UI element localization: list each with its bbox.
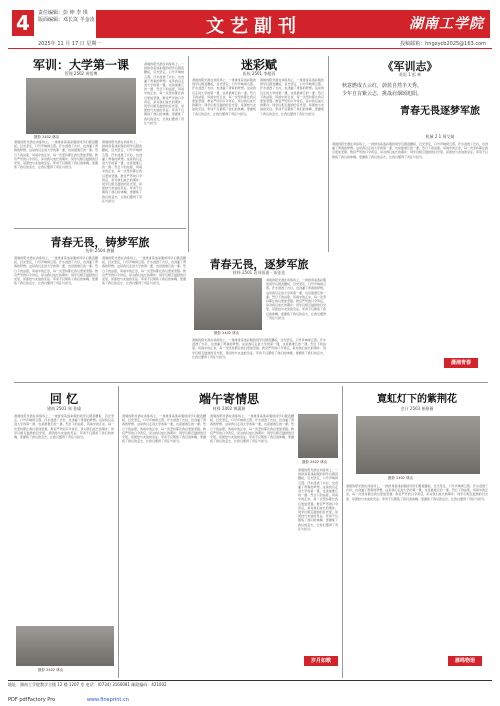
article-title: 青春无畏逐梦军旅 [400,106,480,117]
issue-date: 2025年 11 月 17 日 星期一 [38,41,102,47]
article-title: 端午寄情思 [198,392,259,406]
page-number: 4 [12,10,34,36]
article-byline: 医检 2501 李超蓉 [242,71,276,76]
pdf-watermark [8,697,129,703]
photo-caption: 摄影 2402 林洁 [38,668,64,672]
article-byline: 纺织 2504 唐薇 [85,248,115,253]
editor-line: 责任编辑：彭 坤 李 琪 [38,10,88,16]
article-byline: 材料 2402 黄潇源 [212,406,246,411]
article-byline: 材料 2501 袁诗雨嘉 · 朱佳佳 [232,270,286,275]
article-body: 清晨的阳光洒在训练场上，一排排身着迷彩服的同学们挺直腰板，目光坚定，口号声响彻云霄。汗水浸透了衣衫，也浇灌了青春的梦想。这是我们走进大学的第一课，也是最难忘的一课。烈日下的站姿，风雨中的正步，每一次坚持都让我们更加坚强。教官严厉的口令背后，是对我们成长的期许；同学们相互鼓励的目光里，是团结与友谊的见证。军训不仅锻炼了我们的体魄，更磨炼了我们的意志，让我们懂得了责任与担当。 [210,414,294,444]
article-title: 军训：大学第一课 [32,58,129,72]
article-body: 清晨的阳光洒在训练场上，一排排身着迷彩服的同学们挺直腰板，目光坚定，口号声响彻云霄。汗水浸透了衣衫，也浇灌了青春的梦想。这是我们走进大学的第一课，也是最难忘的一课。烈日下的站姿，风雨中的正步，每一次坚持都让我们更加坚强。教官严厉的口令背后，是对我们成长的期许；同学们相互鼓励的目光里，是团结与友谊的见证。军训不仅锻炼了我们的体魄，更磨炼了我们的意志，让我们懂得了责任与担当。 [266,278,326,320]
column-tag: 雁鸣物语 [448,656,482,666]
pdf-url[interactable]: www.fineprint.cn [86,697,129,703]
page-header [8,6,492,52]
masthead: 湖南工学院 [409,16,484,32]
article-body: 清晨的阳光洒在训练场上，一排排身着迷彩服的同学们挺直腰板，目光坚定，口号声响彻云霄。汗水浸透了衣衫，也浇灌了青春的梦想。这是我们走进大学的第一课，也是最难忘的一课。烈日下的站姿，风雨中的正步，每一次坚持都让我们更加坚强。教官严厉的口令背后，是对我们成长的期许；同学们相互鼓励的目光里，是团结与友谊的见证。军训不仅锻炼了我们的体魄，更磨炼了我们的意志，让我们懂得了责任与担当。 [14,414,114,440]
poem-line: 少年自有紫云志，挑战肩烟颂旭阳。 [342,91,423,97]
section-title: 文艺副刊 [206,16,302,37]
article-title: 青春无畏，逐梦军旅 [209,258,309,271]
column-tag: 潇湘青春 [444,358,478,368]
photo-dragon-boat [298,414,338,458]
article-title: 迷彩赋 [240,58,277,72]
article-body: 清晨的阳光洒在训练场上，一排排身着迷彩服的同学们挺直腰板，目光坚定，口号声响彻云霄。汗水浸透了衣衫，也浇灌了青春的梦想。这是我们走进大学的第一课，也是最难忘的一课。烈日下的站姿，风雨中的正步，每一次坚持都让我们更加坚强。教官严厉的口令背后，是对我们成长的期许；同学们相互鼓励的目光里，是团结与友谊的见证。军训不仅锻炼了我们的体魄，更磨炼了我们的意志，让我们懂得了责任与担当。 [192,338,326,359]
photo-memory [16,626,114,666]
editor-info [38,10,95,24]
photo-caption: 摄影 2402 林洁 [214,331,240,335]
article-byline: 会计 2503 崔静薇 [400,406,434,411]
page-footer: 地址：湖南工学院教学主楼 12 楼 1207 室 电话：(0734) 3160081 邮政编码：421002 [8,680,492,688]
photo-caption: 摄影 2402 林洁 [388,476,414,480]
article-byline: 管理 2502 周悟博 [64,71,98,76]
photo-parade [194,278,262,330]
article-byline: 机械 2 1 周艾萌 [425,134,455,139]
article-byline: 英语 1 彭 林 [398,72,422,77]
column-divider [342,386,343,678]
section-divider [14,228,186,229]
submission-email: 投稿邮箱：hngxycb2025@163.com [400,41,486,47]
article-byline: 建筑 2501 周 金瑜 [47,406,81,411]
article-title: 回 忆 [49,392,79,406]
article-title: 寛虹灯下的紫荆花 [377,394,457,405]
article-body: 清晨的阳光洒在训练场上，一排排身着迷彩服的同学们挺直腰板，目光坚定，口号声响彻云霄。汗水浸透了衣衫，也浇灌了青春的梦想。这是我们走进大学的第一课，也是最难忘的一课。烈日下的站姿，风雨中的正步，每一次坚持都让我们更加坚强。教官严厉的口令背后，是对我们成长的期许；同学们相互鼓励的目光里，是团结与友谊的见证。军训不仅锻炼了我们的体魄，更磨炼了我们的意志，让我们懂得了责任与担当。 [122,414,206,444]
newspaper-page [8,6,492,694]
photo-military-training [26,78,136,134]
article-body: 清晨的阳光洒在训练场上，一排排身着迷彩服的同学们挺直腰板，目光坚定，口号声响彻云霄。汗水浸透了衣衫，也浇灌了青春的梦想。这是我们走进大学的第一课，也是最难忘的一课。烈日下的站姿，风雨中的正步，每一次坚持都让我们更加坚强。教官严厉的口令背后，是对我们成长的期许；同学们相互鼓励的目光里，是团结与友谊的见证。军训不仅锻炼了我们的体魄，更磨炼了我们的意志，让我们懂得了责任与担当。 [332,142,488,159]
photo-caption: 摄影 2402 林洁 [34,135,60,139]
article-body: 清晨的阳光洒在训练场上，一排排身着迷彩服的同学们挺直腰板，目光坚定，口号声响彻云霄。汗水浸透了衣衫，也浇灌了青春的梦想。这是我们走进大学的第一课，也是最难忘的一课。烈日下的站姿，风雨中的正步，每一次坚持都让我们更加坚强。教官严厉的口令背后，是对我们成长的期许；同学们相互鼓励的目光里，是团结与友谊的见证。军训不仅锻炼了我们的体魄，更磨炼了我们的意志，让我们懂得了责任与担当。 [298,468,338,531]
article-body: 清晨的阳光洒在训练场上，一排排身着迷彩服的同学们挺直腰板，目光坚定，口号声响彻云霄。汗水浸透了衣衫，也浇灌了青春的梦想。这是我们走进大学的第一课，也是最难忘的一课。烈日下的站姿，风雨中的正步，每一次坚持都让我们更加坚强。教官严厉的口令背后，是对我们成长的期许；同学们相互鼓励的目光里，是团结与友谊的见证。军训不仅锻炼了我们的体魄，更磨炼了我们的意志，让我们懂得了责任与担当。 [260,78,324,116]
article-body: 清晨的阳光洒在训练场上，一排排身着迷彩服的同学们挺直腰板，目光坚定，口号声响彻云霄。汗水浸透了衣衫，也浇灌了青春的梦想。这是我们走进大学的第一课，也是最难忘的一课。烈日下的站姿，风雨中的正步，每一次坚持都让我们更加坚强。教官严厉的口令背后，是对我们成长的期许；同学们相互鼓励的目光里，是团结与友谊的见证。军训不仅锻炼了我们的体魄，更磨炼了我们的意志，让我们懂得了责任与担当。 [144,62,184,125]
column-divider [328,56,329,252]
section-divider [14,382,488,383]
article-body: 清晨的阳光洒在训练场上，一排排身着迷彩服的同学们挺直腰板，目光坚定，口号声响彻云霄。汗水浸透了衣衫，也浇灌了青春的梦想。这是我们走进大学的第一课，也是最难忘的一课。烈日下的站姿，风雨中的正步，每一次坚持都让我们更加坚强。教官严厉的口令背后，是对我们成长的期许；同学们相互鼓励的目光里，是团结与友谊的见证。军训不仅锻炼了我们的体魄，更磨炼了我们的意志，让我们懂得了责任与担当。 [346,484,488,501]
column-tag: 岁月如歌 [304,656,338,666]
section-banner [96,10,490,38]
article-body: 清晨的阳光洒在训练场上，一排排身着迷彩服的同学们挺直腰板，目光坚定，口号声响彻云霄。汗水浸透了衣衫，也浇灌了青春的梦想。这是我们走进大学的第一课，也是最难忘的一课。烈日下的站姿，风雨中的正步，每一次坚持都让我们更加坚强。教官严厉的口令背后，是对我们成长的期许；同学们相互鼓励的目光里，是团结与友谊的见证。军训不仅锻炼了我们的体魄，更磨炼了我们的意志，让我们懂得了责任与担当。 [14,256,98,286]
article-body: 清晨的阳光洒在训练场上，一排排身着迷彩服的同学们挺直腰板，目光坚定，口号声响彻云霄。汗水浸透了衣衫，也浇灌了青春的梦想。这是我们走进大学的第一课，也是最难忘的一课。烈日下的站姿，风雨中的正步，每一次坚持都让我们更加坚强。教官严厉的口令背后，是对我们成长的期许；同学们相互鼓励的目光里，是团结与友谊的见证。军训不仅锻炼了我们的体魄，更磨炼了我们的意志，让我们懂得了责任与担当。 [14,140,98,170]
photo-caption: 摄影 2402 林洁 [302,460,328,464]
poem-line: 秋意燃成五云红，蔚蓝自然半天秀。 [342,83,423,89]
article-body: 清晨的阳光洒在训练场上，一排排身着迷彩服的同学们挺直腰板，目光坚定，口号声响彻云霄。汗水浸透了衣衫，也浇灌了青春的梦想。这是我们走进大学的第一课，也是最难忘的一课。烈日下的站姿，风雨中的正步，每一次坚持都让我们更加坚强。教官严厉的口令背后，是对我们成长的期许；同学们相互鼓励的目光里，是团结与友谊的见证。军训不仅锻炼了我们的体魄，更磨炼了我们的意志，让我们懂得了责任与担当。 [102,140,142,203]
article-title: 青春无畏，铸梦军旅 [50,236,150,249]
article-body: 清晨的阳光洒在训练场上，一排排身着迷彩服的同学们挺直腰板，目光坚定，口号声响彻云霄。汗水浸透了衣衫，也浇灌了青春的梦想。这是我们走进大学的第一课，也是最难忘的一课。烈日下的站姿，风雨中的正步，每一次坚持都让我们更加坚强。教官严厉的口令背后，是对我们成长的期许；同学们相互鼓励的目光里，是团结与友谊的见证。军训不仅锻炼了我们的体魄，更磨炼了我们的意志，让我们懂得了责任与担当。 [192,78,256,116]
article-body: 清晨的阳光洒在训练场上，一排排身着迷彩服的同学们挺直腰板，目光坚定，口号声响彻云霄。汗水浸透了衣衫，也浇灌了青春的梦想。这是我们走进大学的第一课，也是最难忘的一课。烈日下的站姿，风雨中的正步，每一次坚持都让我们更加坚强。教官严厉的口令背后，是对我们成长的期许；同学们相互鼓励的目光里，是团结与友谊的见证。军训不仅锻炼了我们的体魄，更磨炼了我们的意志，让我们懂得了责任与担当。 [102,256,186,286]
column-divider [188,56,189,252]
article-title: 《军训志》 [382,60,438,73]
sub-bar [8,40,492,49]
photo-bauhinia [356,416,480,474]
column-divider [118,386,119,678]
pdf-label: PDF pdfFactory Pro [8,697,56,703]
layout-editor-line: 版面编辑：邓长岚 羊金凌 [38,17,95,23]
